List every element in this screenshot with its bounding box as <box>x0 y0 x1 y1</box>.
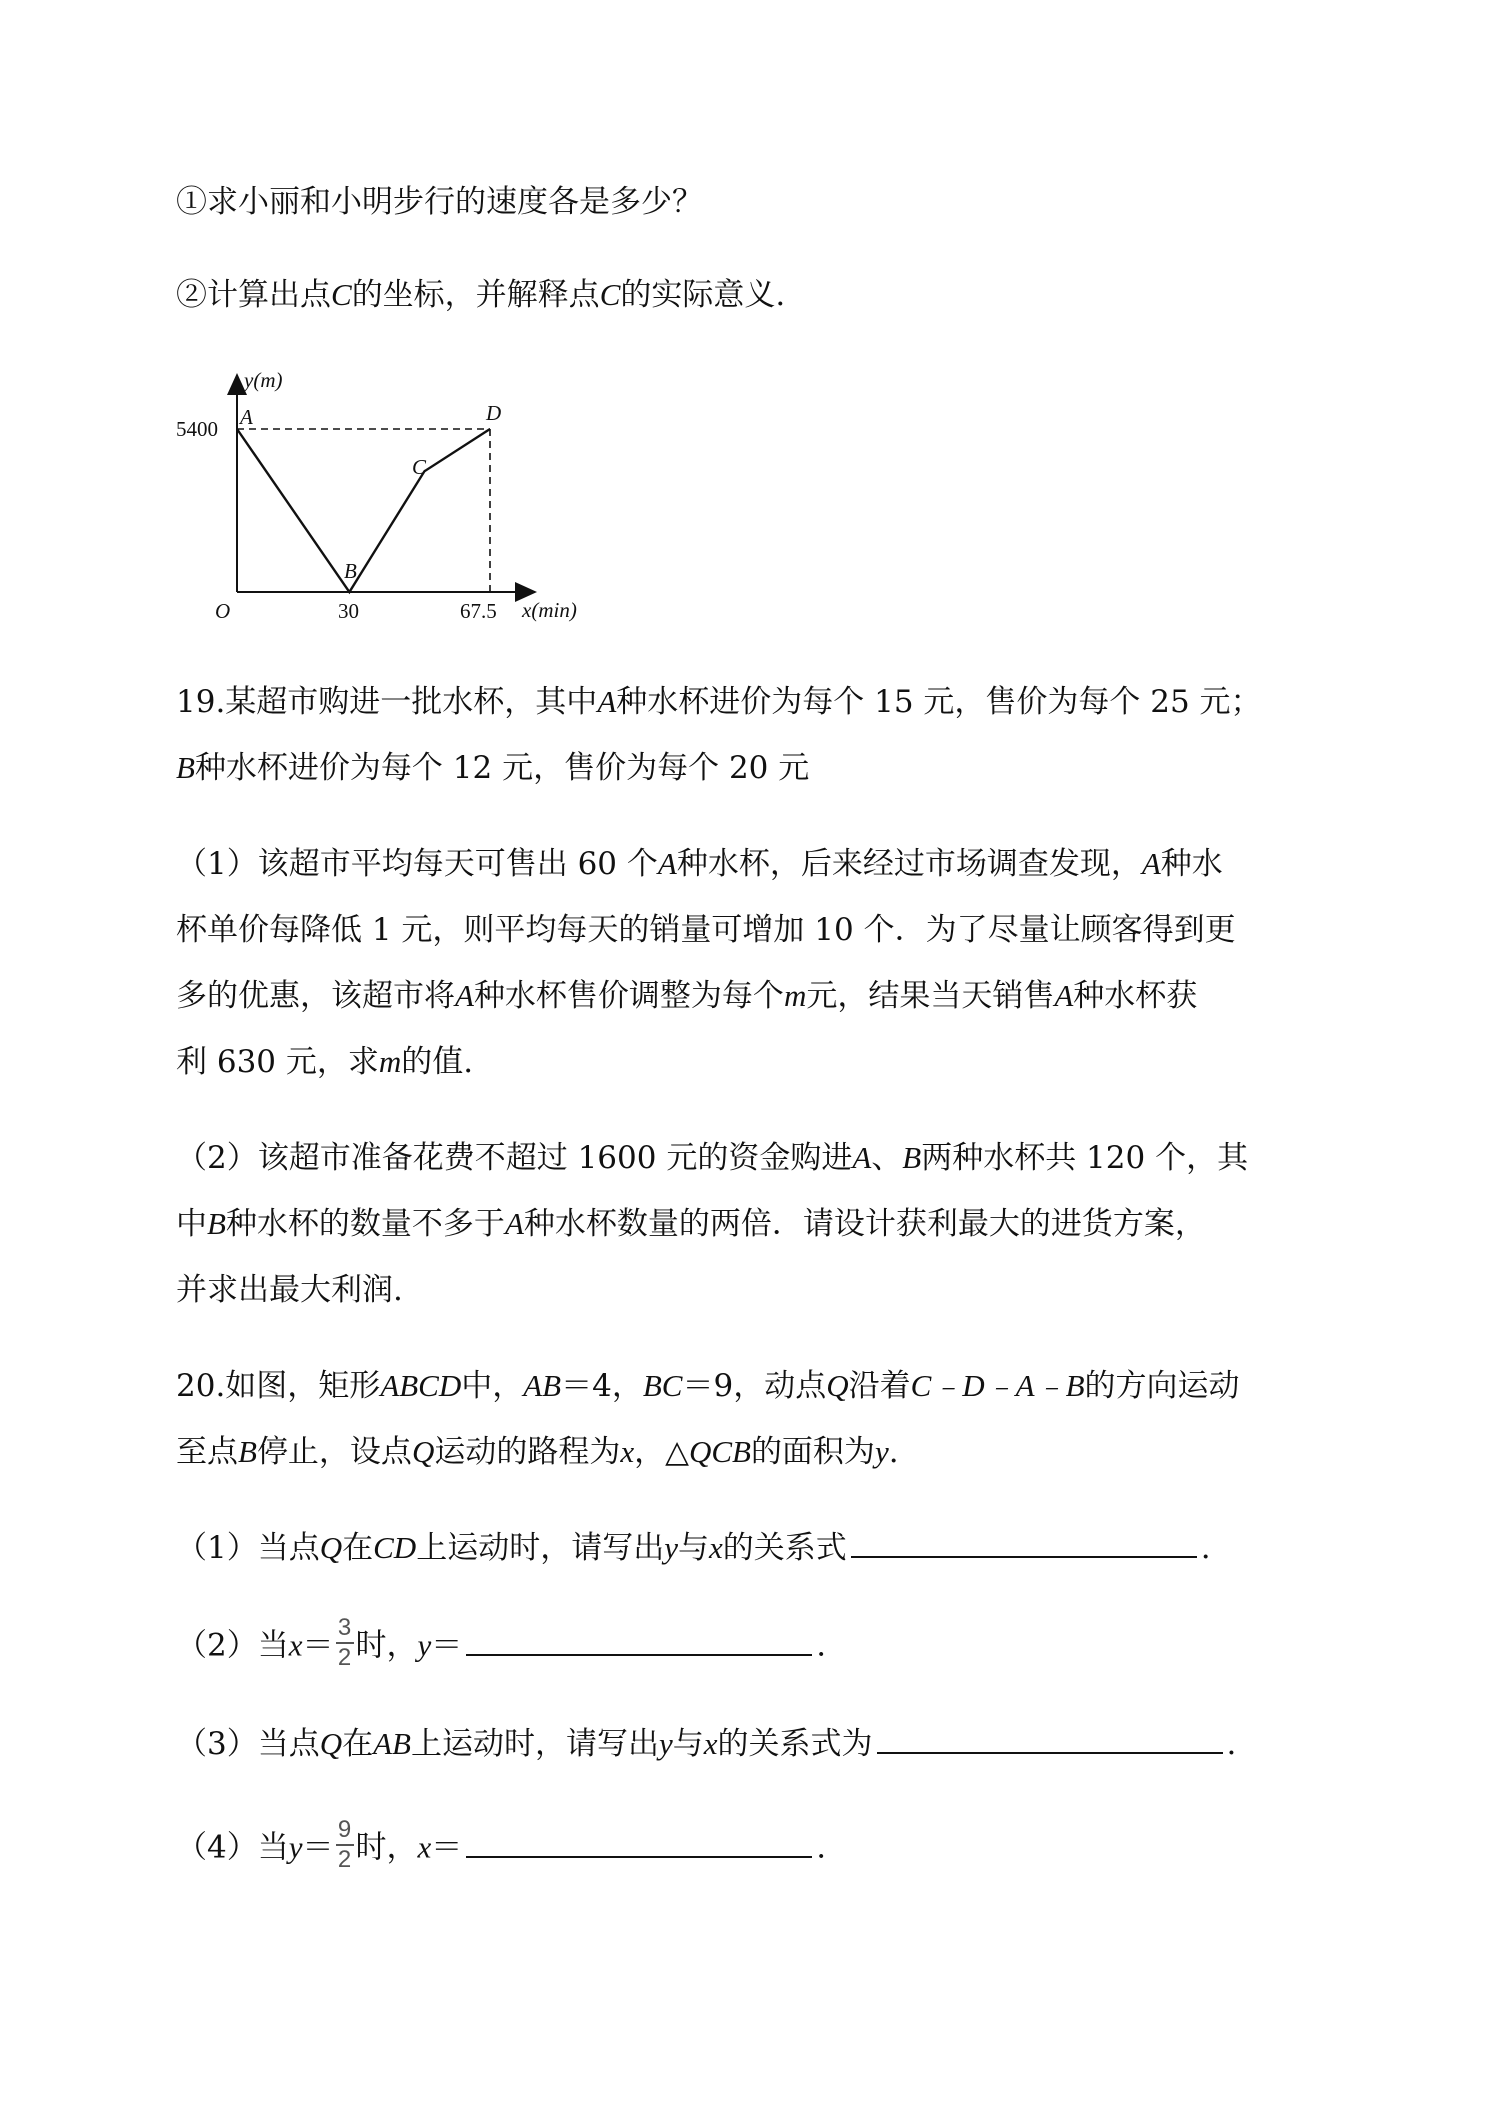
text: （3）当点 <box>176 1726 320 1762</box>
var-a: A <box>1054 978 1074 1013</box>
var-a: A <box>657 846 677 881</box>
var-y: y <box>874 1434 889 1469</box>
var-x: x <box>620 1434 635 1469</box>
text: 利 630 元，求 <box>176 1044 379 1080</box>
text: （2）该超市准备花费不超过 1600 元的资金购进 <box>176 1140 853 1176</box>
text: ＝ <box>302 1627 334 1664</box>
series-line <box>237 429 490 592</box>
var-abcd: ABCD <box>380 1368 462 1403</box>
text: 在 <box>342 1726 374 1762</box>
var-b: B <box>207 1206 226 1241</box>
text: ，△ <box>634 1434 689 1470</box>
text: ＝9，动点 <box>682 1368 827 1404</box>
text: ②计算出点 <box>176 277 331 313</box>
point-label-b: B <box>344 559 357 583</box>
text: 、 <box>871 1140 903 1176</box>
var-ab: AB <box>373 1726 411 1761</box>
text: 种水 <box>1160 846 1223 882</box>
x-axis-label: x(min) <box>522 598 577 622</box>
text: 种水杯售价调整为每个 <box>473 978 784 1014</box>
denominator: 2 <box>337 1644 352 1671</box>
var-cd: CD <box>373 1530 417 1565</box>
fraction-three-halves <box>336 1616 354 1670</box>
var-b: B <box>902 1140 922 1175</box>
var-y: y <box>288 1829 303 1865</box>
q19-part1-line4 <box>176 1042 473 1082</box>
text: 时， <box>355 1829 418 1866</box>
text: 运动的路程为 <box>434 1434 621 1470</box>
var-y: y <box>417 1627 432 1663</box>
point-label-a: A <box>240 405 253 429</box>
point-label-d: D <box>486 401 502 425</box>
var-q: Q <box>826 1368 849 1403</box>
numerator: 3 <box>337 1614 352 1641</box>
text: 中， <box>461 1368 524 1404</box>
var-bc: BC <box>642 1368 683 1403</box>
text: 与 <box>677 1530 709 1566</box>
text: . <box>816 1627 827 1664</box>
q19-part2-line2 <box>176 1204 1206 1244</box>
text: 的坐标，并解释点 <box>351 277 600 313</box>
y-tick-5400: 5400 <box>176 417 218 441</box>
var-x: x <box>708 1530 723 1565</box>
q19-stem-line2 <box>176 748 809 788</box>
text: . <box>1200 1530 1211 1566</box>
q19-stem-line1 <box>176 682 1262 722</box>
text: 种水杯数量的两倍．请设计获利最大的进货方案， <box>523 1206 1206 1242</box>
var-y: y <box>659 1726 673 1761</box>
var-a: A <box>852 1140 872 1175</box>
text: （2）当 <box>176 1627 289 1664</box>
text: 上运动时，请写出 <box>411 1726 659 1762</box>
text: 的关系式 <box>722 1530 847 1566</box>
var-x: x <box>703 1726 718 1761</box>
text: ＝4， <box>561 1368 643 1404</box>
var-b: B <box>176 750 195 785</box>
var-m: m <box>378 1044 402 1079</box>
text: 两种水杯共 120 个，其 <box>921 1140 1249 1176</box>
text: ＝ <box>431 1829 463 1866</box>
text: 与 <box>672 1726 704 1762</box>
text: 种水杯，后来经过市场调查发现， <box>676 846 1142 882</box>
text: . <box>1226 1726 1237 1762</box>
q20-part1 <box>176 1526 1211 1568</box>
answer-blank[interactable] <box>851 1526 1197 1558</box>
text: 沿着 <box>848 1368 911 1404</box>
text: 至点 <box>176 1434 238 1470</box>
q19-part2-line3 <box>176 1270 403 1310</box>
text: 中 <box>176 1206 207 1242</box>
q20-part4 <box>176 1816 827 1876</box>
text: . <box>816 1829 827 1866</box>
var-x: x <box>417 1829 432 1865</box>
path-cdab: C﹣D﹣A﹣B <box>910 1368 1085 1403</box>
text: 并求出最大利润. <box>176 1272 403 1308</box>
x-tick-67-5: 67.5 <box>460 599 497 623</box>
answer-blank[interactable] <box>466 1624 812 1656</box>
x-tick-30: 30 <box>338 599 359 623</box>
text: 的关系式为 <box>717 1726 873 1762</box>
fraction-nine-halves <box>336 1818 354 1872</box>
q20-stem-line2 <box>176 1432 899 1472</box>
q19-part1-line1 <box>176 844 1223 884</box>
var-b: B <box>238 1434 257 1469</box>
text: 在 <box>342 1530 374 1566</box>
var-a: A <box>597 684 617 719</box>
point-c: C <box>331 277 352 312</box>
var-a: A <box>1141 846 1161 881</box>
q19-part2-line1 <box>176 1138 1248 1178</box>
q18-part1-text: ①求小丽和小明步行的速度各是多少？ <box>176 184 703 220</box>
text: （1）该超市平均每天可售出 60 个 <box>176 846 658 882</box>
text: . <box>888 1434 899 1470</box>
var-a: A <box>504 1206 524 1241</box>
q20-part3 <box>176 1722 1236 1764</box>
text: 杯单价每降低 1 元，则平均每天的销量可增加 10 个．为了尽量让顾客得到更 <box>176 912 1236 948</box>
q18-part1 <box>176 182 703 222</box>
q20-part2 <box>176 1614 827 1674</box>
text: ＝ <box>302 1829 334 1866</box>
denominator: 2 <box>337 1846 352 1873</box>
text: 种水杯获 <box>1073 978 1198 1014</box>
text: 的面积为 <box>750 1434 875 1470</box>
var-q: Q <box>319 1530 343 1565</box>
q20-stem-line1 <box>176 1366 1240 1406</box>
q19-part1-line2 <box>176 910 1236 950</box>
numerator: 9 <box>337 1816 352 1843</box>
answer-blank[interactable] <box>466 1826 812 1858</box>
var-a: A <box>455 978 474 1013</box>
text: 时， <box>355 1627 418 1664</box>
point-label-c: C <box>412 455 427 479</box>
y-axis-label: y(m) <box>244 368 283 392</box>
q18-part2 <box>176 275 785 315</box>
text: ＝ <box>431 1627 463 1664</box>
text: 的实际意义. <box>620 277 786 313</box>
var-q: Q <box>411 1434 435 1469</box>
text: （1）当点 <box>176 1530 320 1566</box>
var-qcb: QCB <box>688 1434 751 1469</box>
q19-part1-line3 <box>176 976 1197 1016</box>
var-m: m <box>783 978 807 1013</box>
text: 元，结果当天销售 <box>806 978 1055 1014</box>
text: 种水杯的数量不多于 <box>225 1206 505 1242</box>
text: 停止，设点 <box>256 1434 412 1470</box>
text: （4）当 <box>176 1829 289 1866</box>
text: 19.某超市购进一批水杯，其中 <box>176 684 598 720</box>
point-c: C <box>599 277 621 312</box>
text: 的值. <box>401 1044 474 1080</box>
answer-blank[interactable] <box>877 1722 1223 1754</box>
var-x: x <box>288 1627 303 1663</box>
text: 种水杯进价为每个 15 元，售价为每个 25 元； <box>616 684 1262 720</box>
distance-time-graph <box>160 360 610 630</box>
text: 种水杯进价为每个 12 元，售价为每个 20 元 <box>194 750 810 786</box>
text: 多的优惠，该超市将 <box>176 978 455 1014</box>
var-ab: AB <box>523 1368 562 1403</box>
text: 的方向运动 <box>1084 1368 1240 1404</box>
text: 20.如图，矩形 <box>176 1368 381 1404</box>
var-y: y <box>664 1530 678 1565</box>
origin-label: O <box>215 599 231 623</box>
var-q: Q <box>319 1726 343 1761</box>
text: 上运动时，请写出 <box>416 1530 665 1566</box>
